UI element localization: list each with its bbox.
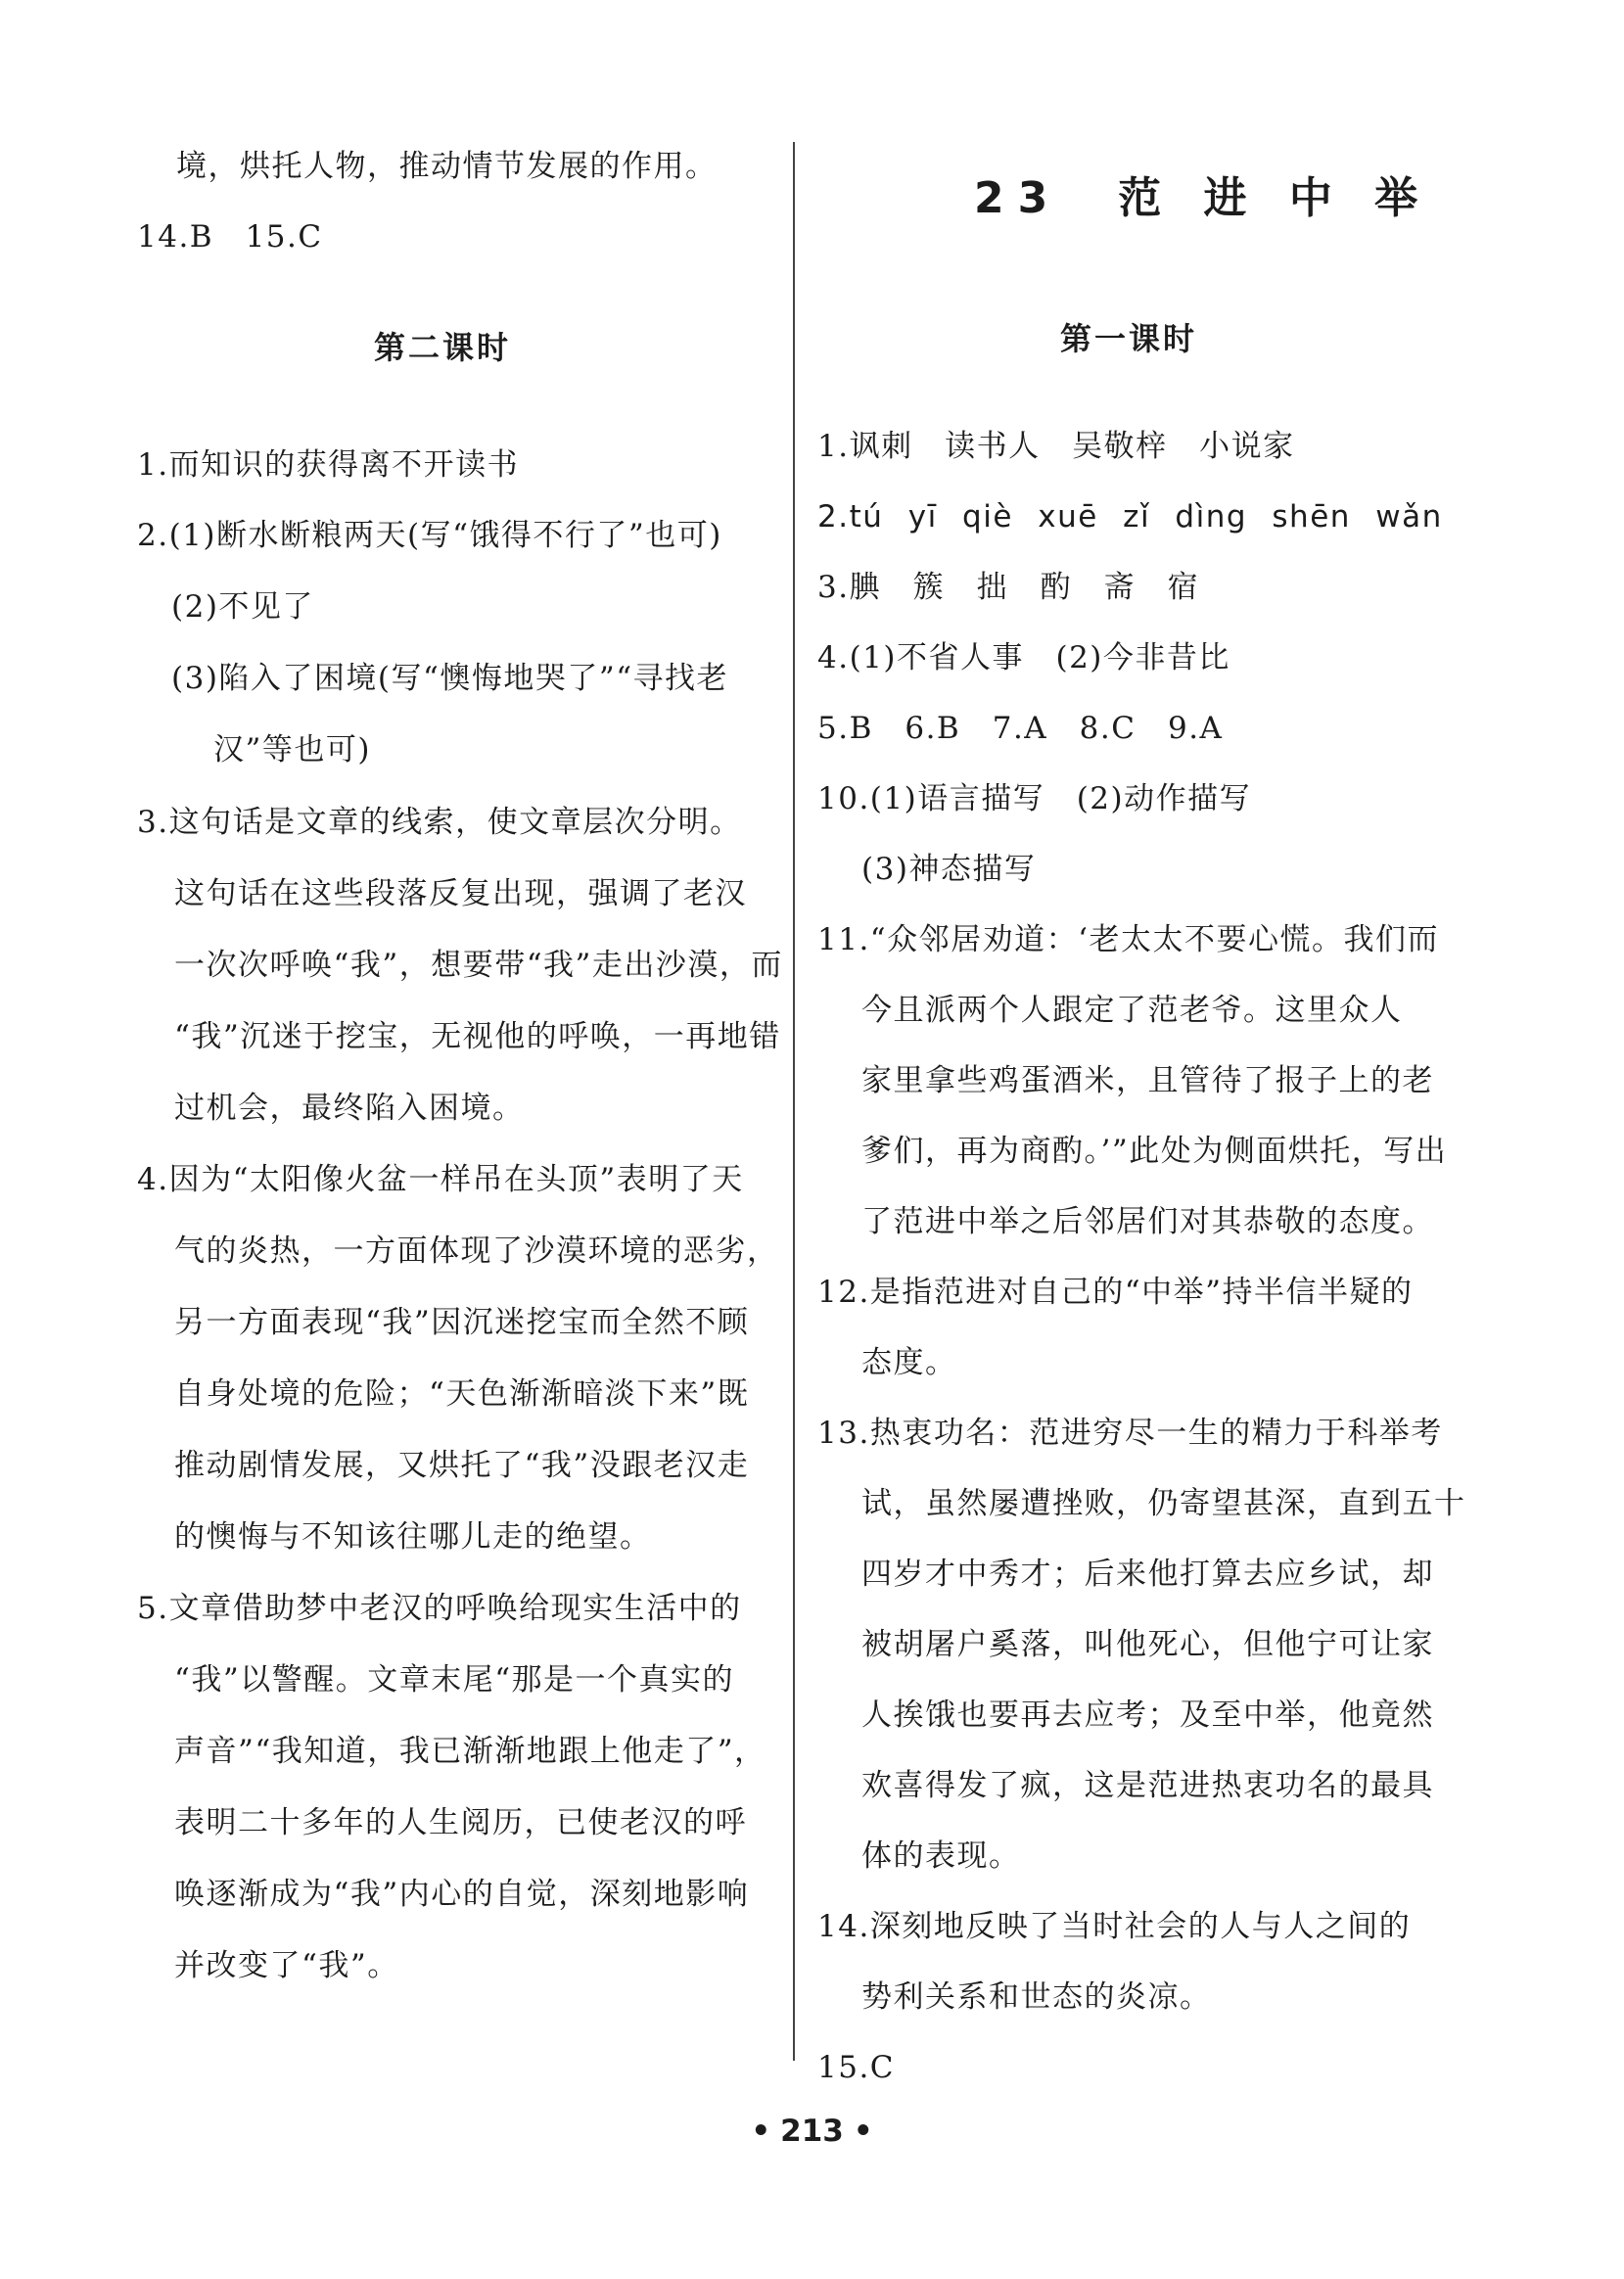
text-line: “我”以警醒。文章末尾“那是一个真实的 [174, 1662, 735, 1698]
text-line: 自身处境的危险；“天色渐渐暗淡下来”既 [174, 1376, 750, 1412]
text-line: (2)不见了 [171, 589, 314, 625]
text-line: 被胡屠户奚落，叫他死心，但他宁可让家 [861, 1627, 1434, 1662]
text-line: 人挨饿也要再去应考；及至中举，他竟然 [861, 1698, 1434, 1733]
text-line: 一次次呼唤“我”，想要带“我”走出沙漠，而 [174, 948, 783, 983]
text-line: 了范进中举之后邻居们对其恭敬的态度。 [861, 1204, 1434, 1239]
text-line: 爹们，再为商酌。’”此处为侧面烘托，写出 [861, 1134, 1448, 1169]
text-line: 推动剧情发展，又烘托了“我”没跟老汉走 [174, 1448, 750, 1483]
chapter-title: 23 范 进 中 举 [974, 173, 1432, 223]
text-line: 今且派两个人跟定了范老爷。这里众人 [861, 993, 1403, 1028]
text-line: 过机会，最终陷入困境。 [174, 1091, 525, 1126]
text-line: 11.“众邻居劝道：‘老太太不要心慌。我们而 [817, 922, 1440, 957]
column-divider [793, 142, 795, 2061]
text-line: 境，烘托人物，推动情节发展的作用。 [176, 149, 718, 184]
page-number [0, 2112, 1624, 2151]
text-line: 2.(1)断水断粮两天(写“饿得不行了”也可) [137, 518, 722, 553]
text-line: 3.腆 簇 拙 酌 斋 宿 [817, 570, 1200, 605]
text-line: 12.是指范进对自己的“中举”持半信半疑的 [817, 1275, 1414, 1310]
text-line: 家里拿些鸡蛋酒米，且管待了报子上的老 [861, 1063, 1434, 1098]
text-line: 4.(1)不省人事 (2)今非昔比 [817, 640, 1230, 675]
text-line: 表明二十多年的人生阅历，已使老汉的呼 [174, 1805, 747, 1840]
text-line: 声音”“我知道，我已渐渐地跟上他走了”， [174, 1734, 766, 1769]
section-heading: 第二课时 [374, 329, 512, 366]
text-line: (3)神态描写 [861, 852, 1037, 887]
text-line: 5.B 6.B 7.A 8.C 9.A [817, 711, 1224, 746]
bullet-dot: • [751, 2114, 771, 2149]
text-line: 态度。 [861, 1345, 957, 1380]
text-line: 15.C [817, 2050, 896, 2085]
text-line: 1.而知识的获得离不开读书 [137, 447, 520, 483]
text-line: 3.这句话是文章的线索，使文章层次分明。 [137, 805, 742, 840]
text-line: “我”沉迷于挖宝，无视他的呼唤，一再地错 [174, 1019, 781, 1054]
pinyin-line: 2.tú yī qiè xuē zǐ dìng shēn wǎn [817, 499, 1443, 535]
text-line: (3)陷入了困境(写“懊悔地哭了”“寻找老 [171, 661, 729, 696]
text-line: 试，虽然屡遭挫败，仍寄望甚深，直到五十 [861, 1486, 1466, 1521]
bullet-dot: • [853, 2114, 873, 2149]
text-line: 四岁才中秀才；后来他打算去应乡试，却 [861, 1557, 1434, 1592]
text-line: 势利关系和世态的炎凉。 [861, 1979, 1212, 2015]
text-line: 唤逐渐成为“我”内心的自觉，深刻地影响 [174, 1877, 750, 1912]
text-line: 气的炎热，一方面体现了沙漠环境的恶劣， [174, 1233, 779, 1269]
text-line: 13.热衷功名：范进穷尽一生的精力于科举考 [817, 1416, 1443, 1451]
text-line: 4.因为“太阳像火盆一样吊在头顶”表明了天 [137, 1162, 744, 1197]
text-line: 这句话在这些段落反复出现，强调了老汉 [174, 876, 747, 911]
text-line: 的懊悔与不知该往哪儿走的绝望。 [174, 1519, 652, 1555]
text-line: 另一方面表现“我”因沉迷挖宝而全然不顾 [174, 1305, 750, 1340]
text-line: 体的表现。 [861, 1838, 1021, 1874]
text-line: 10.(1)语言描写 (2)动作描写 [817, 781, 1252, 816]
section-heading: 第一课时 [1060, 320, 1198, 357]
text-line: 14.B 15.C [137, 219, 323, 255]
text-line: 14.深刻地反映了当时社会的人与人之间的 [817, 1909, 1412, 1944]
text-line: 1.讽刺 读书人 吴敬梓 小说家 [817, 429, 1295, 464]
text-line: 并改变了“我”。 [174, 1948, 399, 1983]
page-number-value: 213 [780, 2114, 844, 2149]
text-line: 5.文章借助梦中老汉的呼唤给现实生活中的 [137, 1591, 742, 1626]
text-line: 欢喜得发了疯，这是范进热衷功名的最具 [861, 1768, 1434, 1803]
text-line: 汉”等也可) [213, 732, 371, 767]
